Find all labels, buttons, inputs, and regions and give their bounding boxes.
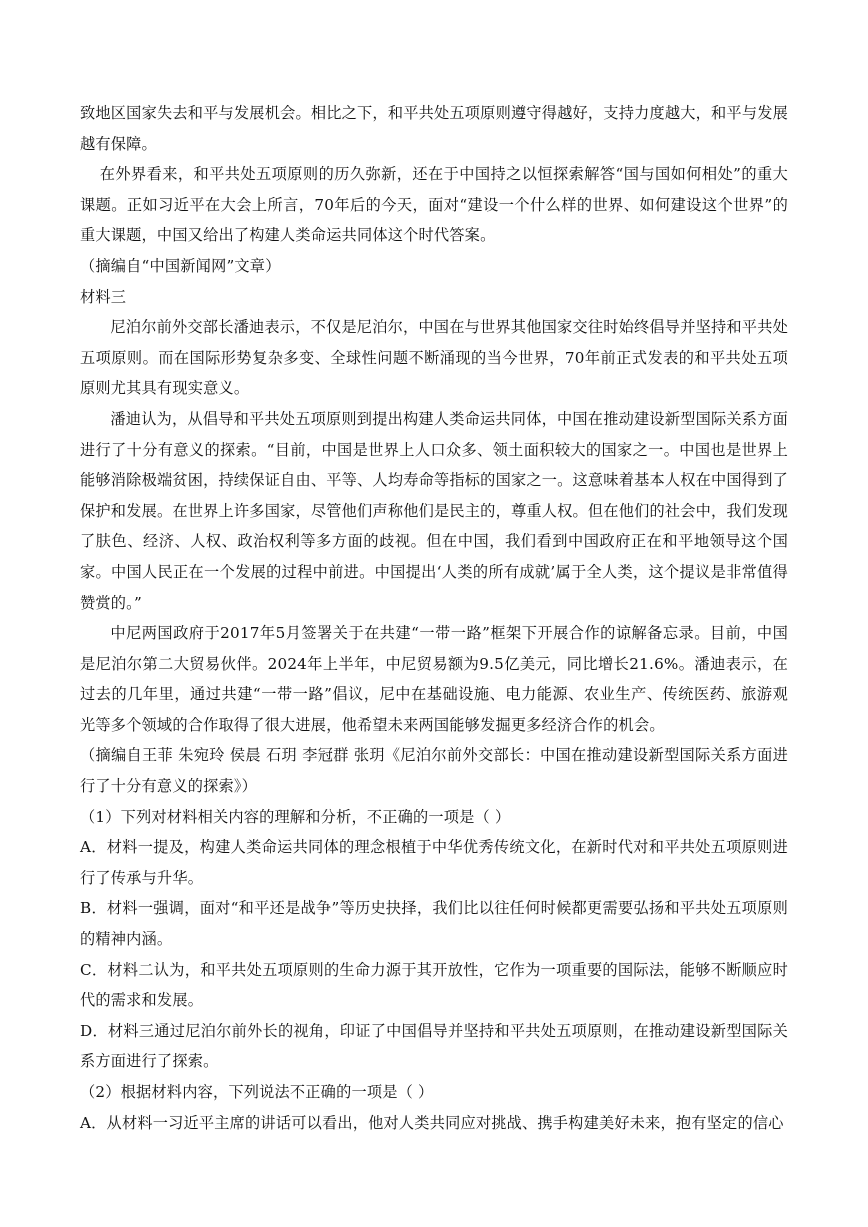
option-b: B．材料一强调，面对“和平还是战争”等历史抉择，我们比以往任何时候都更需要弘扬和平共处五项原则的精神内涵。 [80, 899, 788, 949]
paragraph: 潘迪认为，从倡导和平共处五项原则到提出构建人类命运共同体，中国在推动建设新型国际关系方面进行了十分有意义的探索。“目前，中国是世界上人口众多、领土面积较大的国家之一。中国也是世界上能够消除极端贫困，持续保证自由、平等、人均寿命等指标的国家之一。这意味着基本人权在中国得到了保护和发展。在世界上许多国家，尽管他们声称他们是民主的，尊重人权。但在他们的社会中，我们发现了肤色、经济、人权、政治权利等多方面的歧视。但在中国，我们看到中国政府正在和平地领导这个国家。中国人民正在一个发展的过程中前进。中国提出‘人类的所有成就’属于全人类，这个提议是非常值得赞赏的。” [80, 409, 788, 612]
question-stem: （1）下列对材料相关内容的理解和分析，不正确的一项是（ ） [80, 807, 511, 826]
document-body [80, 98, 788, 1138]
paragraph: 中尼两国政府于2017年5月签署关于在共建“一带一路”框架下开展合作的谅解备忘录。目前，中国是尼泊尔第二大贸易伙伴。2024年上半年，中尼贸易额为9.5亿美元，同比增长21.6%。潘迪表示，在过去的几年里，通过共建“一带一路”倡议，尼中在基础设施、电力能源、农业生产、传统医药、旅游观光等多个领域的合作取得了很大进展，他希望未来两国能够发掘更多经济合作的机会。 [80, 624, 788, 734]
section-heading: 材料三 [80, 287, 127, 306]
paragraph: 尼泊尔前外交部长潘迪表示，不仅是尼泊尔，中国在与世界其他国家交往时始终倡导并坚持和平共处五项原则。而在国际形势复杂多变、全球性问题不断涌现的当今世界，70年前正式发表的和平共处五项原则尤其具有现实意义。 [80, 318, 788, 398]
paragraph: 在外界看来，和平共处五项原则的历久弥新，还在于中国持之以恒探索解答“国与国如何相处”的重大课题。正如习近平在大会上所言，70年后的今天，面对“建设一个什么样的世界、如何建设这个世界”的重大课题，中国又给出了构建人类命运共同体这个时代答案。 [80, 165, 788, 245]
source-note: （摘编自王菲 朱宛玲 侯晨 石玥 李冠群 张玥《尼泊尔前外交部长：中国在推动建设新型国际关系方面进行了十分有意义的探索》） [80, 746, 788, 796]
question-stem: （2）根据材料内容，下列说法不正确的一项是（ ） [80, 1083, 434, 1101]
option-c: C．材料二认为，和平共处五项原则的生命力源于其开放性，它作为一项重要的国际法，能够不断顺应时代的需求和发展。 [80, 960, 788, 1010]
option-a: A．材料一提及，构建人类命运共同体的理念根植于中华优秀传统文化，在新时代对和平共处五项原则进行了传承与升华。 [80, 838, 788, 887]
option-a: A．从材料一习近平主席的讲话可以看出，他对人类共同应对挑战、携手构建美好未来，抱有坚定的信心 [80, 1113, 784, 1132]
option-d: D．材料三通过尼泊尔前外长的视角，印证了中国倡导并坚持和平共处五项原则，在推动建设新型国际关系方面进行了探索。 [80, 1021, 788, 1071]
source-note: （摘编自“中国新闻网”文章） [80, 256, 281, 275]
paragraph: 致地区国家失去和平与发展机会。相比之下，和平共处五项原则遵守得越好，支持力度越大，和平与发展越有保障。 [80, 104, 788, 153]
